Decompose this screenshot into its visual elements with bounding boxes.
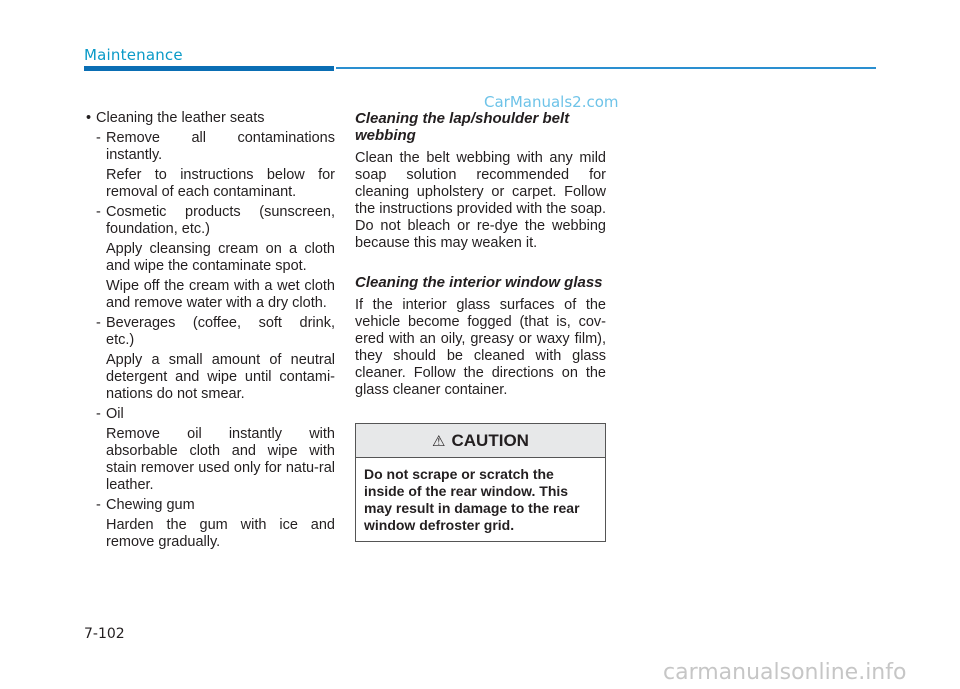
paragraph-window-glass: If the interior glass surfaces of the vehicle become fogged (that is, cov-ered with an oily, greasy or waxy film), they should be cleaned with glass cleaner. Follow the directions on the glass cleaner container. [355, 297, 606, 398]
list-item [86, 497, 335, 514]
list-dash: - [96, 130, 101, 146]
item-detail: Remove oil instantly with absorbable cloth and wipe with stain remover used only for natu-ral leather. [106, 426, 335, 493]
item-title-line: Chewing gum [106, 497, 195, 513]
watermark-carmanuals2: CarManuals2.com [484, 93, 619, 111]
item-detail: Refer to instructions below for removal of each contaminant. [106, 167, 335, 200]
item-detail: Apply a small amount of neutral detergent and wipe until contami-nations do not smear. [106, 352, 335, 402]
paragraph-belt-webbing: Clean the belt webbing with any mild soap solution recommended for cleaning upholstery or carpet. Follow the instructions provided with the soap. Do not bleach or re-dye the webbing because this may weaken it. [355, 150, 606, 251]
item-title-line: Cosmetic products (sunscreen, [106, 204, 335, 220]
list-item [86, 406, 335, 423]
item-detail: Apply cleansing cream on a cloth and wipe the contaminate spot. [106, 241, 335, 274]
header-rule-dark [84, 66, 334, 71]
list-dash: - [96, 406, 101, 422]
caution-header [356, 424, 605, 458]
left-column [86, 110, 335, 551]
list-dash: - [96, 315, 101, 331]
list-item [86, 130, 335, 164]
subheading-belt-webbing: Cleaning the lap/shoulder belt webbing [355, 110, 570, 144]
caution-text: Do not scrape or scratch the inside of the rear window. This may result in damage to the rear window defroster grid. [364, 466, 580, 533]
item-title-rest: instantly. [106, 147, 163, 163]
item-detail: Wipe off the cream with a wet cloth and remove water with a dry cloth. [106, 278, 335, 311]
item-title-line: Remove all contaminations [106, 130, 335, 146]
page-number: 7-102 [84, 626, 125, 642]
bullet-leather-seats: • Cleaning the leather seats [86, 110, 335, 127]
item-title-line: Oil [106, 406, 124, 422]
warning-triangle-icon: ⚠ [432, 432, 446, 450]
item-title-line: Beverages (coffee, soft drink, [106, 315, 335, 331]
caution-box [355, 423, 606, 542]
list-item [86, 204, 335, 238]
section-title: Maintenance [84, 46, 183, 64]
item-detail: Harden the gum with ice and remove gradually. [106, 517, 335, 550]
list-item [86, 315, 335, 349]
caution-title: CAUTION [451, 430, 529, 450]
footer-watermark: carmanualsonline.info [663, 660, 907, 685]
list-dash: - [96, 204, 101, 220]
list-dash: - [96, 497, 101, 513]
subheading-window-glass: Cleaning the interior window glass [355, 274, 603, 291]
item-title-rest: etc.) [106, 332, 135, 348]
item-title-rest: foundation, etc.) [106, 221, 210, 237]
right-column [355, 110, 606, 399]
header-rule-light [336, 67, 876, 69]
